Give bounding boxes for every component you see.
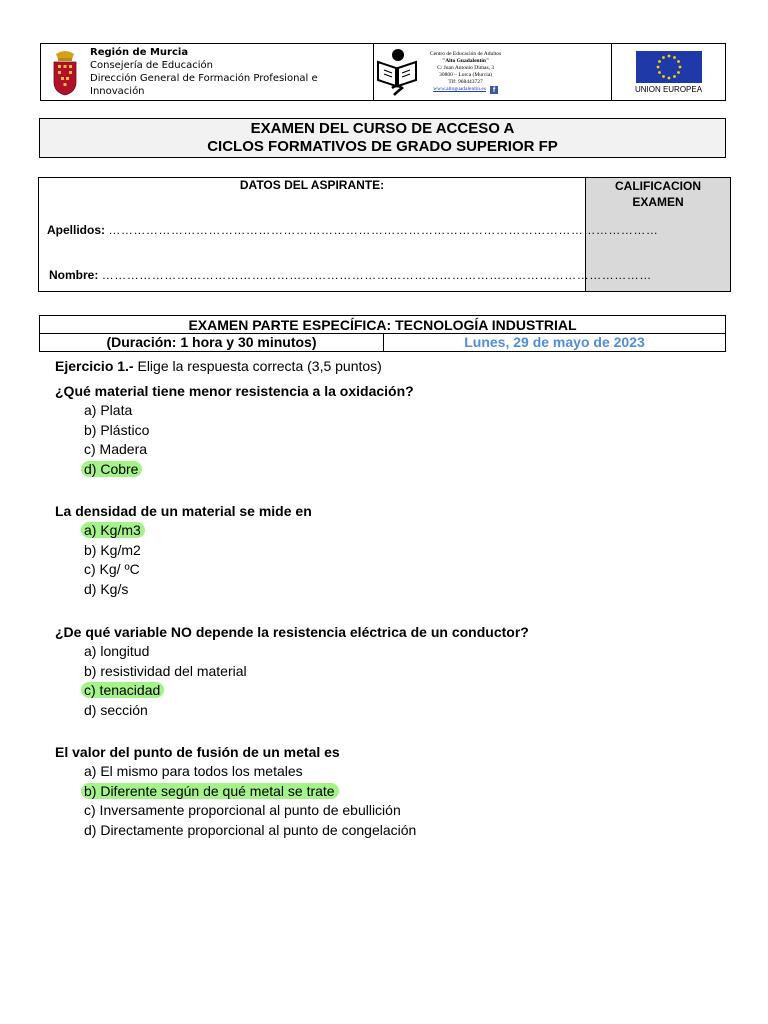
option-a-correct[interactable] [84,521,735,541]
option-b[interactable]: b) resistividad del material [84,662,247,679]
option-c-correct[interactable] [84,681,735,701]
exam-part-box [39,315,726,352]
region-name: Región de Murcia [90,47,189,58]
exercise-instruction: Elige la respuesta correcta (3,5 puntos) [133,358,382,374]
region-block [41,44,374,100]
facebook-icon[interactable]: f [490,86,498,94]
nombre-dotted-line: …………………………………………………………………………………………………………………… [101,268,652,282]
reader-logo-icon [376,48,418,96]
apellidos-field[interactable] [47,223,659,237]
department-name: Consejería de Educación [90,60,213,71]
exam-title [39,118,726,158]
region-text [90,46,373,98]
question-1 [55,382,735,479]
exam-part-details [40,334,725,351]
answer-highlight: d) Cobre [81,461,142,477]
eu-label: UNION EUROPEA [634,84,703,94]
school-type: Centro de Educación de Adultos [430,50,502,57]
option-b-correct[interactable] [84,782,735,802]
option-d[interactable]: d) sección [84,701,148,718]
school-phone: Tlf: 968443727 [448,78,483,85]
grade-label-line1: CALIFICACION [615,179,701,193]
school-web-row [433,86,498,94]
nombre-field[interactable] [49,268,652,282]
eu-flag-icon [636,51,702,83]
question-text: La densidad de un material se mide en [55,503,312,519]
exam-duration: (Duración: 1 hora y 30 minutos) [40,334,384,351]
option-c[interactable]: c) Inversamente proporcional al punto de ebullición [84,802,401,818]
candidate-data-box [38,177,731,292]
directorate-name: Dirección General de Formación Profesional e Innovación [90,73,318,97]
exercise-label: Ejercicio 1.- [55,358,134,374]
murcia-crest-icon [50,48,80,96]
eu-block [612,44,725,100]
school-block [374,44,612,100]
letterhead [40,43,726,101]
apellidos-dotted-line: …………………………………………………………………………………………………………………… [108,223,659,237]
apellidos-label: Apellidos: [47,223,106,237]
school-street: C/ Juan Antonio Dimas, 3 [437,64,495,71]
answer-highlight: c) tenacidad [81,682,164,698]
question-text: ¿Qué material tiene menor resistencia a la oxidación? [55,383,414,399]
option-d[interactable]: d) Directamente proporcional al punto de congelación [84,821,417,838]
option-d-correct[interactable] [84,460,735,480]
school-website-link[interactable]: www.altoguadalentin.es [433,86,486,92]
question-3 [55,623,735,720]
school-address [430,51,501,94]
option-a[interactable]: a) Plata [84,402,133,418]
option-a[interactable]: a) longitud [84,643,150,659]
question-text: El valor del punto de fusión de un metal es [55,744,340,760]
nombre-label: Nombre: [49,268,99,282]
exam-part-title: EXAMEN PARTE ESPECÍFICA: TECNOLOGÍA INDUSTRIAL [40,316,725,334]
exam-date: Lunes, 29 de mayo de 2023 [464,334,645,350]
exam-title-line1: EXAMEN DEL CURSO DE ACCESO A [250,120,515,137]
question-2 [55,502,735,599]
option-c[interactable]: c) Kg/ ºC [84,561,140,577]
option-d[interactable]: d) Kg/s [84,580,129,597]
exam-title-line2: CICLOS FORMATIVOS DE GRADO SUPERIOR FP [207,138,558,155]
option-b[interactable]: b) Plástico [84,421,150,438]
option-a[interactable]: a) El mismo para todos los metales [84,763,303,779]
answer-highlight: a) Kg/m3 [81,522,145,538]
school-name: "Alto Guadalentín" [442,57,490,64]
option-b[interactable]: b) Kg/m2 [84,541,141,558]
question-text: ¿De qué variable NO depende la resistencia eléctrica de un conductor? [55,624,529,640]
answer-highlight: b) Diferente según de qué metal se trate [81,783,339,799]
exercise-heading [55,358,382,374]
candidate-heading: DATOS DEL ASPIRANTE: [239,178,385,192]
school-city: 30800 – Lorca (Murcia) [439,71,493,78]
option-c[interactable]: c) Madera [84,441,148,457]
question-4 [55,743,735,840]
grade-label-line2: EXAMEN [632,195,684,209]
